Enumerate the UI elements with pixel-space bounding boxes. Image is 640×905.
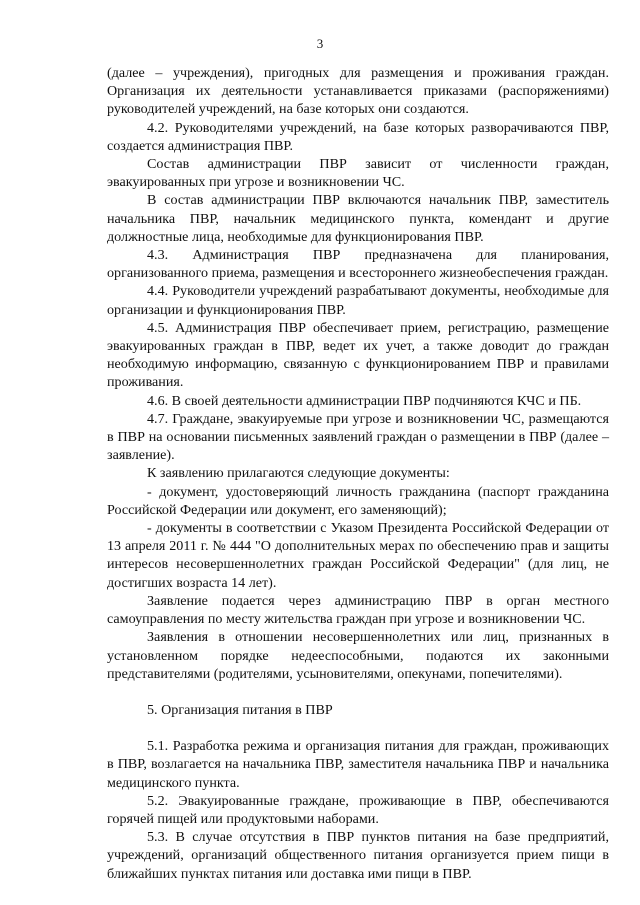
paragraph: 4.7. Граждане, эвакуируемые при угрозе и возникновении ЧС, размещаются в ПВР на основании письменных заявлений граждан о размещении в ПВР (далее – заявление). [107,410,609,464]
paragraph: - документы в соответствии с Указом Президента Российской Федерации от 13 апреля 2011 г. № 444 "О дополнительных мерах по обеспечению прав и защиты интересов несовершеннолетних граждан Российской Федерации" (для лиц, не достигших возраста 14 лет). [107,520,609,591]
paragraph: 4.6. В своей деятельности администрации ПВР подчиняются КЧС и ПБ. [147,392,582,409]
paragraph: Заявление подается через администрацию ПВР в орган местного самоуправления по месту жительства граждан при угрозе и возникновении ЧС. [107,592,609,628]
paragraph: Состав администрации ПВР зависит от численности граждан, эвакуированных при угрозе и возникновении ЧС. [107,156,609,191]
paragraph: 4.5. Администрация ПВР обеспечивает прием, регистрацию, размещение эвакуированных граждан в ПВР, ведет их учет, а также доводит до граждан необходимую информацию, связанную с функционированием ПВР и правилами проживания. [107,319,609,391]
paragraph: 4.3. Администрация ПВР предназначена для планирования, организованного приема, размещения и всестороннего жизнеобеспечения граждан. [107,247,609,282]
paragraph: 4.2. Руководителями учреждений, на базе которых разворачиваются ПВР, создается администрация ПВР. [107,119,609,154]
page-number: 3 [316,36,324,51]
paragraph-gap [107,683,609,701]
section-heading: 5. Организация питания в ПВР [147,701,333,718]
paragraph: 5.2. Эвакуированные граждане, проживающие в ПВР, обеспечиваются горячей пищей или продуктовыми наборами. [107,792,609,827]
paragraph: 5.1. Разработка режима и организация питания для граждан, проживающих в ПВР, возлагается на начальника ПВР, заместителя начальника ПВР и начальника медицинского пункта. [107,738,609,791]
paragraph: Заявления в отношении несовершеннолетних или лиц, признанных в установленном порядке недееспособными, подаются их законными представителями (родителями, усыновителями, опекунами, попечителями). [107,629,609,682]
paragraph: В состав администрации ПВР включаются начальник ПВР, заместитель начальника ПВР, начальник медицинского пункта, комендант и другие должностные лица, необходимые для функционирования ПВР. [107,192,609,245]
paragraph: К заявлению прилагаются следующие документы: [147,465,450,482]
paragraph: - документ, удостоверяющий личность гражданина (паспорт гражданина Российской Федерации или документ, его заменяющий); [107,483,609,518]
paragraph: (далее – учреждения), пригодных для размещения и проживания граждан. Организация их деятельности устанавливается приказами (распоряжениями) руководителей учреждений, на базе которых они создаются. [107,65,609,118]
paragraph: 5.3. В случае отсутствия в ПВР пунктов питания на базе предприятий, учреждений, организаций общественного питания организуется прием пищи в ближайших пунктах питания или доставка ими пищи в ПВР. [107,829,609,882]
section-4-paragraphs [107,64,609,683]
paragraph-gap [107,719,609,737]
paragraph: 4.4. Руководители учреждений разрабатывают документы, необходимые для организации и функционирования ПВР. [107,283,609,318]
section-5-paragraphs [107,737,609,883]
document-body [107,64,609,883]
